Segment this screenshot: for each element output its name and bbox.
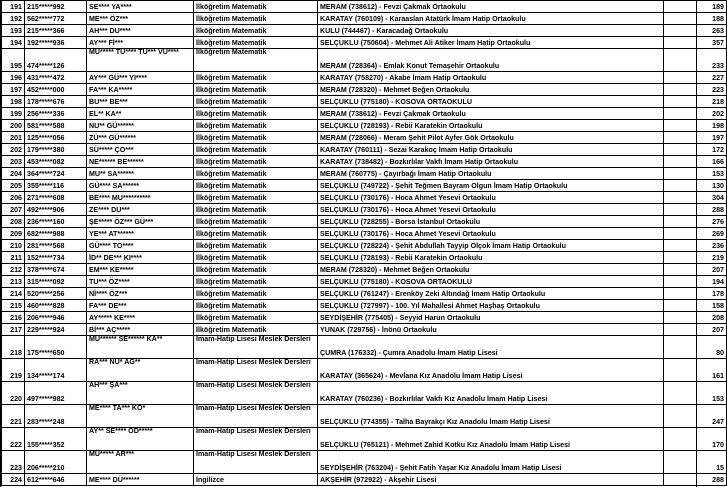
cell-branch[interactable]: İlköğretim Matematik xyxy=(194,240,318,252)
cell-identity-number[interactable]: 175*****650 xyxy=(25,336,87,359)
cell-candidate-name[interactable]: MU***** TU**** TU*** VU**** xyxy=(87,49,194,72)
cell-school[interactable]: YUNAK (729756) - İnönü Ortaokulu xyxy=(318,324,664,336)
cell-candidate-name[interactable]: Nİ**** ÖZ*** xyxy=(87,288,194,300)
cell-branch[interactable]: İmam-Hatip Lisesi Meslek Dersleri xyxy=(194,428,318,451)
cell-school[interactable]: SELÇUKLU (750604) - Mehmet Ali Atiker İmam Hatip Ortaokulu xyxy=(318,37,664,49)
cell-branch[interactable]: İlköğretim Matematik xyxy=(194,84,318,96)
cell-identity-number[interactable]: 179*****380 xyxy=(25,144,87,156)
cell-identity-number[interactable]: 192*****936 xyxy=(25,37,87,49)
cell-candidate-name[interactable]: GÜ**** TO**** xyxy=(87,240,194,252)
cell-branch[interactable]: İmam-Hatip Lisesi Meslek Dersleri xyxy=(194,359,318,382)
table-row[interactable] xyxy=(2,96,727,108)
cell-row-number[interactable]: 213 xyxy=(2,276,25,288)
cell-school[interactable]: SEYDİŞEHİR (775405) - Seyyid Harun Ortaokulu xyxy=(318,312,664,324)
table-row[interactable] xyxy=(2,382,727,405)
cell-branch[interactable]: İlköğretim Matematik xyxy=(194,49,318,72)
cell-row-number[interactable]: 195 xyxy=(2,49,25,72)
cell-school[interactable]: ÇUMRA (176332) - Çumra Anadolu İmam Hatip Lisesi xyxy=(318,336,664,359)
cell-score[interactable]: 161 xyxy=(664,359,727,382)
table-row[interactable] xyxy=(2,228,727,240)
cell-candidate-name[interactable]: BE**** MU********** xyxy=(87,192,194,204)
cell-identity-number[interactable]: 215*****992 xyxy=(25,1,87,13)
cell-school[interactable]: MERAM (728364) - Emlak Konut Temaşehir Ortaokulu xyxy=(318,49,664,72)
table-row[interactable] xyxy=(2,204,727,216)
cell-school[interactable]: KARATAY (760236) - Bozkırlılar Vakfı Kız Anadolu İmam Hatip Lisesi xyxy=(318,382,664,405)
results-table xyxy=(1,0,727,486)
cell-branch[interactable]: İlköğretim Matematik xyxy=(194,72,318,84)
table-row[interactable] xyxy=(2,168,727,180)
cell-identity-number[interactable]: 215*****366 xyxy=(25,25,87,37)
cell-score[interactable]: 130 xyxy=(664,180,727,192)
cell-row-number[interactable]: 215 xyxy=(2,300,25,312)
cell-identity-number[interactable]: 520*****256 xyxy=(25,288,87,300)
cell-score[interactable]: 194 xyxy=(664,276,727,288)
cell-school[interactable]: SELÇUKLU (728193) - Rebii Karatekin Ortaokulu xyxy=(318,120,664,132)
cell-row-number[interactable]: 218 xyxy=(2,336,25,359)
cell-candidate-name[interactable]: İD** DE*** KI**** xyxy=(87,252,194,264)
cell-row-number[interactable]: 203 xyxy=(2,156,25,168)
cell-school[interactable]: SELÇUKLU (728224) - Şehit Abdullah Tayyip Olçok İmam Hatip Ortaokulu xyxy=(318,240,664,252)
cell-row-number[interactable]: 201 xyxy=(2,132,25,144)
table-row[interactable] xyxy=(2,252,727,264)
cell-school[interactable]: KARATAY (738482) - Bozkırlılar Vakfı İmam Hatip Ortaokulu xyxy=(318,156,664,168)
table-row[interactable] xyxy=(2,288,727,300)
table-row[interactable] xyxy=(2,108,727,120)
table-row[interactable] xyxy=(2,1,727,13)
cell-row-number[interactable]: 198 xyxy=(2,96,25,108)
cell-row-number[interactable]: 212 xyxy=(2,264,25,276)
cell-score[interactable]: 153 xyxy=(664,168,727,180)
cell-candidate-name[interactable]: AY*** GÜ*** YI**** xyxy=(87,72,194,84)
cell-score[interactable]: 207 xyxy=(664,324,727,336)
cell-identity-number[interactable]: 378*****674 xyxy=(25,264,87,276)
cell-branch[interactable]: İlköğretim Matematik xyxy=(194,312,318,324)
cell-candidate-name[interactable]: EL** KA** xyxy=(87,108,194,120)
cell-school[interactable]: SEYDİŞEHİR (763204) - Şehit Fatih Yaşar Kız Anadolu İmam Hatip Lisesi xyxy=(318,451,664,474)
cell-school[interactable]: SELÇUKLU (728255) - Borsa İstanbul Ortaokulu xyxy=(318,216,664,228)
cell-identity-number[interactable]: 236*****160 xyxy=(25,216,87,228)
cell-identity-number[interactable]: 452*****000 xyxy=(25,84,87,96)
cell-row-number[interactable]: 199 xyxy=(2,108,25,120)
cell-branch[interactable]: İlköğretim Matematik xyxy=(194,25,318,37)
table-row[interactable] xyxy=(2,336,727,359)
cell-candidate-name[interactable]: GÜ**** SA****** xyxy=(87,180,194,192)
cell-school[interactable]: SELÇUKLU (765121) - Mehmet Zahid Kotku Kız Anadolu İmam Hatip Lisesi xyxy=(318,428,664,451)
cell-row-number[interactable]: 219 xyxy=(2,359,25,382)
cell-candidate-name[interactable]: AY** SE**** OD***** xyxy=(87,428,194,451)
cell-score[interactable]: 15 xyxy=(664,451,727,474)
cell-identity-number[interactable]: 283*****248 xyxy=(25,405,87,428)
cell-identity-number[interactable]: 460*****828 xyxy=(25,300,87,312)
cell-branch[interactable]: İmam-Hatip Lisesi Meslek Dersleri xyxy=(194,382,318,405)
cell-row-number[interactable]: 206 xyxy=(2,192,25,204)
cell-school[interactable]: MERAM (728320) - Mehmet Beğen Ortaokulu xyxy=(318,264,664,276)
cell-school[interactable]: KARATAY (365624) - Mevlana Kız Anadolu İmam Hatip Lisesi xyxy=(318,359,664,382)
cell-candidate-name[interactable]: TU*** ÖZ**** xyxy=(87,276,194,288)
cell-row-number[interactable]: 209 xyxy=(2,228,25,240)
cell-score[interactable]: 263 xyxy=(664,25,727,37)
cell-score[interactable]: 218 xyxy=(664,96,727,108)
cell-identity-number[interactable]: 474*****126 xyxy=(25,49,87,72)
table-row[interactable] xyxy=(2,192,727,204)
cell-school[interactable]: MERAM (760775) - Çayırbağı İmam Hatip Ortaokulu xyxy=(318,168,664,180)
cell-identity-number[interactable]: 562*****772 xyxy=(25,13,87,25)
cell-score[interactable]: 197 xyxy=(664,132,727,144)
cell-score[interactable]: 227 xyxy=(664,72,727,84)
table-row[interactable] xyxy=(2,132,727,144)
cell-candidate-name[interactable]: ZE**** DU*** xyxy=(87,204,194,216)
cell-identity-number[interactable]: 271*****608 xyxy=(25,192,87,204)
cell-row-number[interactable]: 205 xyxy=(2,180,25,192)
table-row[interactable] xyxy=(2,240,727,252)
cell-school[interactable]: MERAM (738612) - Fevzi Çakmak Ortaokulu xyxy=(318,108,664,120)
cell-candidate-name[interactable]: AY***** KE**** xyxy=(87,312,194,324)
table-row[interactable] xyxy=(2,25,727,37)
cell-identity-number[interactable]: 256*****336 xyxy=(25,108,87,120)
cell-branch[interactable]: İlköğretim Matematik xyxy=(194,228,318,240)
table-row[interactable] xyxy=(2,156,727,168)
cell-branch[interactable]: İngilizce xyxy=(194,474,318,486)
cell-school[interactable]: AKŞEHİR (972922) - Akşehir Lisesi xyxy=(318,474,664,486)
cell-score[interactable]: 269 xyxy=(664,228,727,240)
cell-school[interactable]: KARATAY (760111) - Sezai Karakoç İmam Hatip Ortaokulu xyxy=(318,144,664,156)
cell-score[interactable]: 233 xyxy=(664,49,727,72)
cell-school[interactable]: SELÇUKLU (775180) - KOSOVA ORTAOKULU xyxy=(318,276,664,288)
cell-candidate-name[interactable]: SÜ***** ÇO*** xyxy=(87,144,194,156)
cell-branch[interactable]: İlköğretim Matematik xyxy=(194,300,318,312)
cell-candidate-name[interactable]: EM*** KE***** xyxy=(87,264,194,276)
cell-school[interactable]: SELÇUKLU (727997) - 100. Yıl Mahallesi Ahmet Haşhaş Ortaokulu xyxy=(318,300,664,312)
cell-score[interactable]: 178 xyxy=(664,288,727,300)
cell-identity-number[interactable]: 355*****116 xyxy=(25,180,87,192)
table-row[interactable] xyxy=(2,216,727,228)
cell-candidate-name[interactable]: MU****** SE****** KA** xyxy=(87,336,194,359)
table-row[interactable] xyxy=(2,428,727,451)
cell-candidate-name[interactable]: BU*** BE*** xyxy=(87,96,194,108)
cell-branch[interactable]: İmam-Hatip Lisesi Meslek Dersleri xyxy=(194,336,318,359)
cell-identity-number[interactable]: 612*****646 xyxy=(25,474,87,486)
table-row[interactable] xyxy=(2,49,727,72)
cell-school[interactable]: SELÇUKLU (730176) - Hoca Ahmet Yesevi Ortaokulu xyxy=(318,228,664,240)
cell-branch[interactable]: İlköğretim Matematik xyxy=(194,120,318,132)
cell-row-number[interactable]: 197 xyxy=(2,84,25,96)
cell-identity-number[interactable]: 682*****988 xyxy=(25,228,87,240)
cell-row-number[interactable]: 193 xyxy=(2,25,25,37)
cell-row-number[interactable]: 200 xyxy=(2,120,25,132)
cell-branch[interactable]: İlköğretim Matematik xyxy=(194,192,318,204)
cell-branch[interactable]: İlköğretim Matematik xyxy=(194,204,318,216)
cell-score[interactable]: 166 xyxy=(664,156,727,168)
cell-score[interactable]: 304 xyxy=(664,192,727,204)
cell-school[interactable]: MERAM (728066) - Meram Şehit Pilot Ayfer Gök Ortaokulu xyxy=(318,132,664,144)
cell-row-number[interactable]: 220 xyxy=(2,382,25,405)
table-row[interactable] xyxy=(2,474,727,486)
cell-identity-number[interactable]: 206*****210 xyxy=(25,451,87,474)
cell-score[interactable]: 202 xyxy=(664,108,727,120)
cell-candidate-name[interactable]: AH*** ŞA*** xyxy=(87,382,194,405)
cell-score[interactable]: 80 xyxy=(664,336,727,359)
cell-candidate-name[interactable]: MÜ***** AR*** xyxy=(87,451,194,474)
cell-score[interactable]: 236 xyxy=(664,240,727,252)
cell-identity-number[interactable]: 178*****676 xyxy=(25,96,87,108)
table-row[interactable] xyxy=(2,144,727,156)
cell-branch[interactable]: İlköğretim Matematik xyxy=(194,13,318,25)
cell-branch[interactable]: İlköğretim Matematik xyxy=(194,276,318,288)
cell-branch[interactable]: İlköğretim Matematik xyxy=(194,108,318,120)
cell-candidate-name[interactable]: ME**** TA*** KO* xyxy=(87,405,194,428)
cell-row-number[interactable]: 214 xyxy=(2,288,25,300)
cell-identity-number[interactable]: 492*****906 xyxy=(25,204,87,216)
cell-candidate-name[interactable]: Bİ*** AÇ***** xyxy=(87,324,194,336)
table-row[interactable] xyxy=(2,359,727,382)
cell-branch[interactable]: İlköğretim Matematik xyxy=(194,252,318,264)
table-row[interactable] xyxy=(2,324,727,336)
cell-score[interactable]: 247 xyxy=(664,405,727,428)
cell-branch[interactable]: İlköğretim Matematik xyxy=(194,37,318,49)
cell-identity-number[interactable]: 364*****724 xyxy=(25,168,87,180)
cell-branch[interactable]: İlköğretim Matematik xyxy=(194,264,318,276)
cell-score[interactable]: 158 xyxy=(664,300,727,312)
cell-identity-number[interactable]: 155*****352 xyxy=(25,428,87,451)
table-row[interactable] xyxy=(2,37,727,49)
table-row[interactable] xyxy=(2,180,727,192)
table-row[interactable] xyxy=(2,264,727,276)
cell-row-number[interactable]: 224 xyxy=(2,474,25,486)
cell-candidate-name[interactable]: FA*** KA***** xyxy=(87,84,194,96)
cell-school[interactable]: KARATAY (758270) - Akabe İmam Hatip Ortaokulu xyxy=(318,72,664,84)
cell-branch[interactable]: İlköğretim Matematik xyxy=(194,144,318,156)
cell-school[interactable]: MERAM (738612) - Fevzi Çakmak Ortaokulu xyxy=(318,1,664,13)
cell-row-number[interactable]: 217 xyxy=(2,324,25,336)
cell-row-number[interactable]: 204 xyxy=(2,168,25,180)
cell-row-number[interactable]: 211 xyxy=(2,252,25,264)
cell-school[interactable]: SELÇUKLU (728193) - Rebii Karatekin Ortaokulu xyxy=(318,252,664,264)
cell-school[interactable]: SELÇUKLU (761247) - Erenköy Zeki Altındağ İmam Hatip Ortaokulu xyxy=(318,288,664,300)
table-row[interactable] xyxy=(2,72,727,84)
cell-row-number[interactable]: 207 xyxy=(2,204,25,216)
cell-branch[interactable]: İlköğretim Matematik xyxy=(194,132,318,144)
cell-candidate-name[interactable]: ME**** DÜ****** xyxy=(87,474,194,486)
cell-branch[interactable]: İlköğretim Matematik xyxy=(194,324,318,336)
cell-score[interactable]: 288 xyxy=(664,474,727,486)
cell-branch[interactable]: İlköğretim Matematik xyxy=(194,96,318,108)
cell-score[interactable]: 207 xyxy=(664,264,727,276)
cell-score[interactable]: 153 xyxy=(664,382,727,405)
cell-school[interactable]: MERAM (728320) - Mehmet Beğen Ortaokulu xyxy=(318,84,664,96)
cell-score[interactable]: 198 xyxy=(664,120,727,132)
cell-row-number[interactable]: 202 xyxy=(2,144,25,156)
cell-row-number[interactable]: 192 xyxy=(2,13,25,25)
cell-candidate-name[interactable]: YE*** AT****** xyxy=(87,228,194,240)
cell-school[interactable]: SELÇUKLU (774355) - Talha Bayrakçı Kız Anadolu İmam Hatip Lisesi xyxy=(318,405,664,428)
cell-branch[interactable]: İlköğretim Matematik xyxy=(194,1,318,13)
cell-score[interactable]: 170 xyxy=(664,428,727,451)
cell-score[interactable]: 219 xyxy=(664,252,727,264)
cell-identity-number[interactable]: 206*****946 xyxy=(25,312,87,324)
table-row[interactable] xyxy=(2,451,727,474)
table-row[interactable] xyxy=(2,312,727,324)
table-row[interactable] xyxy=(2,120,727,132)
cell-identity-number[interactable]: 229*****924 xyxy=(25,324,87,336)
cell-branch[interactable]: İlköğretim Matematik xyxy=(194,156,318,168)
cell-score[interactable]: 188 xyxy=(664,13,727,25)
cell-branch[interactable]: İmam-Hatip Lisesi Meslek Dersleri xyxy=(194,405,318,428)
cell-branch[interactable]: İlköğretim Matematik xyxy=(194,288,318,300)
cell-school[interactable]: KARATAY (760109) - Karaaslan Atatürk İmam Hatip Ortaokulu xyxy=(318,13,664,25)
table-row[interactable] xyxy=(2,13,727,25)
cell-branch[interactable]: İmam-Hatip Lisesi Meslek Dersleri xyxy=(194,451,318,474)
cell-score[interactable]: 288 xyxy=(664,204,727,216)
cell-row-number[interactable]: 196 xyxy=(2,72,25,84)
cell-candidate-name[interactable]: MU** SA****** xyxy=(87,168,194,180)
cell-identity-number[interactable]: 431*****472 xyxy=(25,72,87,84)
cell-identity-number[interactable]: 315*****092 xyxy=(25,276,87,288)
cell-row-number[interactable]: 208 xyxy=(2,216,25,228)
cell-identity-number[interactable]: 134*****174 xyxy=(25,359,87,382)
cell-score[interactable]: 208 xyxy=(664,312,727,324)
cell-score[interactable]: 276 xyxy=(664,216,727,228)
cell-row-number[interactable]: 191 xyxy=(2,1,25,13)
cell-candidate-name[interactable]: AY*** Fİ*** xyxy=(87,37,194,49)
results-table-body xyxy=(2,1,727,486)
cell-candidate-name[interactable]: SE**** YA**** xyxy=(87,1,194,13)
cell-candidate-name[interactable]: FA*** DE*** xyxy=(87,300,194,312)
cell-row-number[interactable]: 221 xyxy=(2,405,25,428)
cell-candidate-name[interactable]: ŞE***** ÖZ*** GÜ*** xyxy=(87,216,194,228)
cell-candidate-name[interactable]: ZÜ*** GÜ****** xyxy=(87,132,194,144)
cell-candidate-name[interactable]: AH*** DU**** xyxy=(87,25,194,37)
cell-school[interactable]: SELÇUKLU (775180) - KOSOVA ORTAOKULU xyxy=(318,96,664,108)
cell-candidate-name[interactable]: NE****** BE****** xyxy=(87,156,194,168)
cell-candidate-name[interactable]: NU** GÜ****** xyxy=(87,120,194,132)
cell-row-number[interactable]: 223 xyxy=(2,451,25,474)
cell-candidate-name[interactable]: RA*** NU* AG** xyxy=(87,359,194,382)
cell-school[interactable]: SELÇUKLU (730176) - Hoca Ahmet Yesevi Ortaokulu xyxy=(318,204,664,216)
cell-identity-number[interactable]: 281*****568 xyxy=(25,240,87,252)
cell-score[interactable]: 172 xyxy=(664,144,727,156)
cell-branch[interactable]: İlköğretim Matematik xyxy=(194,168,318,180)
table-row[interactable] xyxy=(2,84,727,96)
cell-school[interactable]: KULU (744467) - Karacadağ Ortaokulu xyxy=(318,25,664,37)
cell-candidate-name[interactable]: ME*** ÖZ*** xyxy=(87,13,194,25)
cell-school[interactable]: SELÇUKLU (749722) - Şehit Teğmen Bayram Olgun İmam Hatip Ortaokulu xyxy=(318,180,664,192)
cell-identity-number[interactable]: 125*****056 xyxy=(25,132,87,144)
table-row[interactable] xyxy=(2,300,727,312)
cell-row-number[interactable]: 210 xyxy=(2,240,25,252)
cell-row-number[interactable]: 194 xyxy=(2,37,25,49)
cell-branch[interactable]: İlköğretim Matematik xyxy=(194,180,318,192)
cell-row-number[interactable]: 216 xyxy=(2,312,25,324)
cell-score[interactable]: 189 xyxy=(664,1,727,13)
cell-score[interactable]: 357 xyxy=(664,37,727,49)
cell-identity-number[interactable]: 453*****082 xyxy=(25,156,87,168)
cell-identity-number[interactable]: 497*****982 xyxy=(25,382,87,405)
cell-score[interactable]: 223 xyxy=(664,84,727,96)
table-row[interactable] xyxy=(2,276,727,288)
cell-row-number[interactable]: 222 xyxy=(2,428,25,451)
cell-identity-number[interactable]: 152*****734 xyxy=(25,252,87,264)
cell-identity-number[interactable]: 581*****588 xyxy=(25,120,87,132)
table-row[interactable] xyxy=(2,405,727,428)
cell-school[interactable]: SELÇUKLU (730176) - Hoca Ahmet Yesevi Ortaokulu xyxy=(318,192,664,204)
cell-branch[interactable]: İlköğretim Matematik xyxy=(194,216,318,228)
